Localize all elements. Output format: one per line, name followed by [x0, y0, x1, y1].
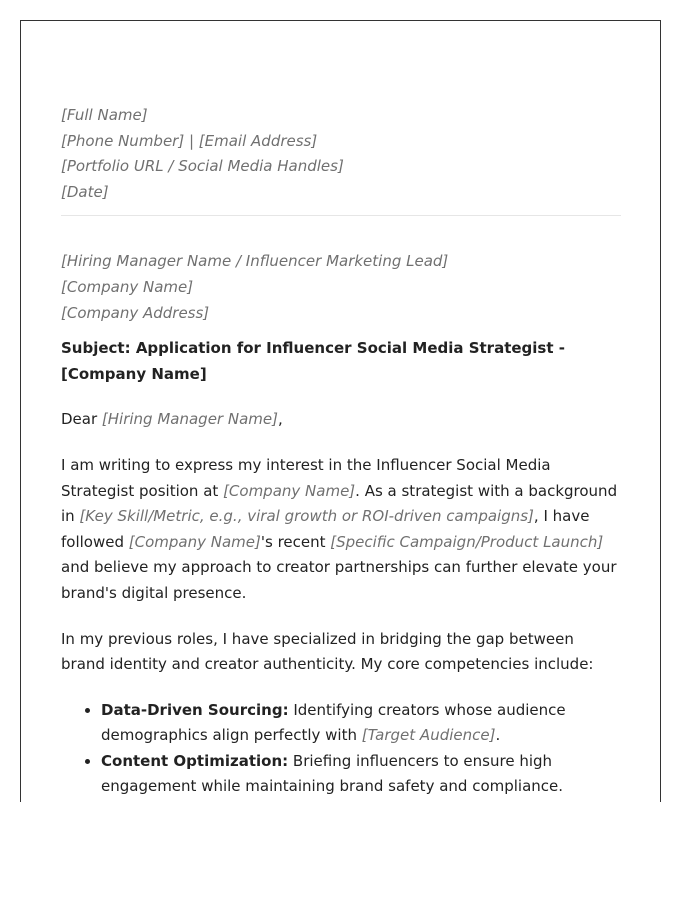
recipient-company: [Company Name] — [61, 277, 194, 296]
intro-paragraph — [61, 453, 621, 607]
audience-placeholder: [Target Audience] — [361, 726, 496, 745]
subject-line: Subject: Application for Influencer Social Media Strategist - [Company Name] — [61, 339, 565, 383]
competency-text: Briefing influencers to ensure high engagement while maintaining brand safety and compliance. — [101, 751, 564, 796]
competency-text: Identifying creators whose audience demographics align perfectly with — [101, 700, 566, 745]
recipient-block — [61, 249, 621, 326]
cover-letter — [61, 103, 621, 800]
intro-text-1: I am writing to express my interest in the Influencer Social Media Strategist position at — [61, 455, 551, 500]
intro-text-2: . As a strategist with a background in — [61, 481, 618, 526]
header-divider — [61, 215, 621, 216]
sender-block — [61, 103, 621, 205]
intro-campaign-placeholder: [Specific Campaign/Product Launch] — [330, 532, 604, 551]
recipient-address: [Company Address] — [61, 303, 210, 322]
experience-paragraph: In my previous roles, I have specialized in bridging the gap between brand identity and creator authenticity. My core competencies include: — [61, 629, 594, 674]
greeting — [61, 407, 621, 433]
recipient-manager: [Hiring Manager Name / Influencer Marketing Lead] — [61, 252, 449, 271]
intro-company-placeholder-2: [Company Name] — [128, 532, 261, 551]
intro-text-5: and believe my approach to creator partnerships can further elevate your brand's digital presence. — [61, 558, 617, 602]
intro-text-3: , I have followed — [61, 507, 590, 551]
intro-skill-placeholder: [Key Skill/Metric, e.g., viral growth or ROI-driven campaigns] — [79, 507, 534, 526]
list-item — [101, 749, 621, 800]
greeting-suffix: , — [277, 410, 283, 429]
sender-phone: [Phone Number] — [61, 131, 185, 150]
intro-text-4: 's recent — [260, 532, 331, 551]
competency-end: . — [495, 726, 501, 745]
competency-title: Content Optimization: — [101, 751, 289, 770]
competencies-list — [61, 698, 621, 800]
intro-company-placeholder: [Company Name] — [223, 481, 356, 500]
document-page — [20, 20, 661, 802]
competency-title: Data-Driven Sourcing: — [101, 700, 289, 719]
sender-contact-line — [61, 129, 621, 155]
greeting-name: [Hiring Manager Name] — [101, 410, 278, 429]
sender-full-name: [Full Name] — [61, 106, 148, 124]
letter-date: [Date] — [61, 182, 109, 201]
sender-email: [Email Address] — [198, 131, 318, 150]
sender-portfolio: [Portfolio URL / Social Media Handles] — [61, 157, 344, 176]
greeting-prefix: Dear — [61, 410, 102, 429]
contact-separator: | — [184, 131, 199, 150]
list-item — [101, 698, 621, 749]
